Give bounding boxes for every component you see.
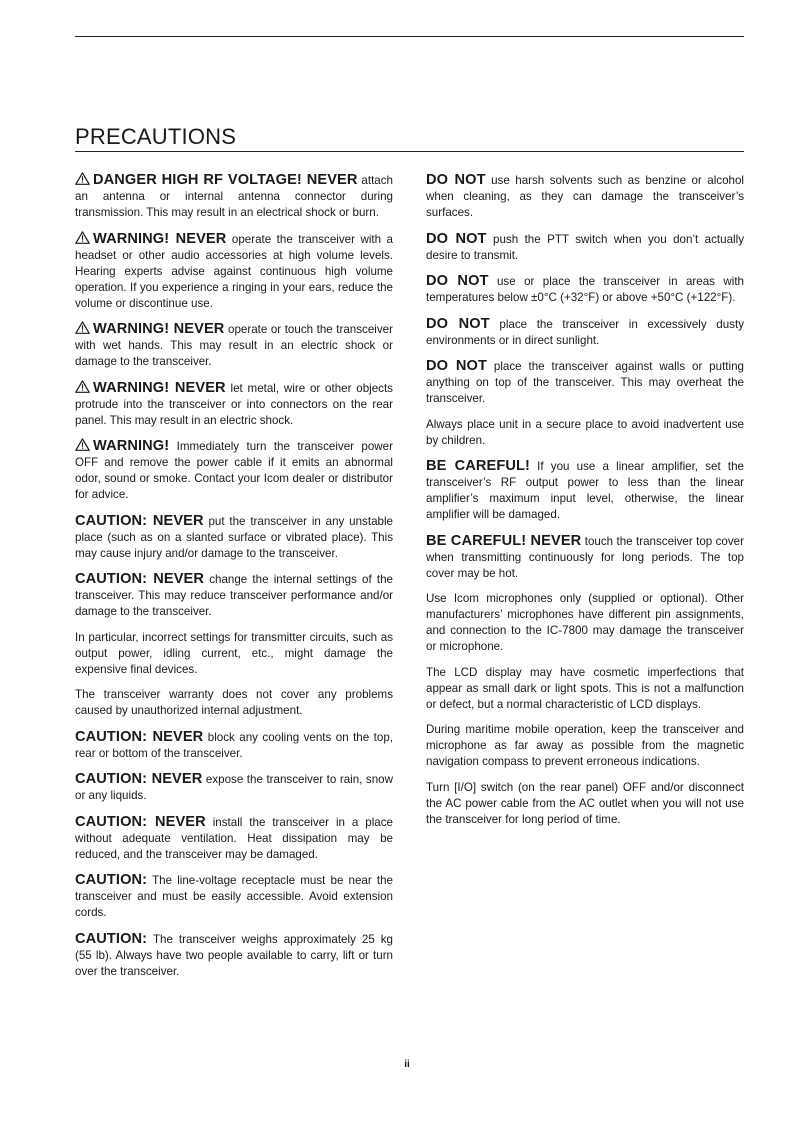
precaution-text: operate the transceiver with a headset or other audio accessories at high volume levels. Hearing experts advise against continuous high volume operation. If you experience a ringing in your ears, reduce the volume or discontinue use. bbox=[75, 232, 393, 310]
precaution-paragraph bbox=[426, 458, 744, 523]
precaution-text: operate or touch the transceiver with wet hands. This may result in an electric shock or damage to the transceiver. bbox=[75, 323, 393, 368]
precaution-lead: WARNING! NEVER bbox=[93, 321, 225, 337]
precaution-text: change the internal settings of the transceiver. This may reduce transceiver performance and/or damage to the transceiver. bbox=[75, 573, 393, 618]
precaution-lead: CAUTION: bbox=[75, 930, 148, 947]
precaution-text: put the transceiver in any unstable place (such as on a slanted surface or vibrated place). This may cause injury and/or damage to the transceiver. bbox=[75, 514, 393, 560]
warning-triangle-icon bbox=[75, 321, 90, 334]
precaution-paragraph bbox=[426, 172, 744, 221]
page-number: ii bbox=[404, 1059, 410, 1070]
warning-triangle-icon bbox=[75, 231, 90, 244]
precaution-paragraph bbox=[426, 722, 744, 770]
precaution-paragraph bbox=[75, 172, 393, 221]
precaution-lead: CAUTION: NEVER bbox=[75, 512, 204, 529]
precaution-text: place the transceiver in excessively dusty environments or in direct sunlight. bbox=[426, 317, 744, 347]
page-title: PRECAUTIONS bbox=[75, 124, 237, 149]
precaution-lead: CAUTION: NEVER bbox=[75, 813, 206, 830]
precaution-text: install the transceiver in a place without adequate ventilation. Heat dissipation may be reduced, and the transceiver may be damaged. bbox=[75, 815, 393, 861]
left-column bbox=[75, 172, 393, 989]
precaution-text: push the PTT switch when you don’t actually desire to transmit. bbox=[426, 232, 744, 262]
warning-triangle-icon bbox=[75, 172, 90, 185]
precaution-text: touch the transceiver top cover when transmitting continuously for long periods. The top cover may be hot. bbox=[426, 534, 744, 580]
precaution-paragraph bbox=[75, 771, 393, 804]
precaution-paragraph bbox=[426, 665, 744, 713]
title-underline bbox=[75, 151, 744, 152]
precaution-lead: WARNING! NEVER bbox=[93, 230, 227, 247]
warning-triangle-icon bbox=[75, 380, 90, 393]
precaution-paragraph bbox=[426, 591, 744, 655]
precaution-text: During maritime mobile operation, keep the transceiver and microphone as far away as possible from the magnetic navigation compass to prevent erroneous indications. bbox=[426, 723, 744, 768]
precaution-lead: BE CAREFUL! NEVER bbox=[426, 532, 582, 549]
precaution-text: The transceiver weighs approximately 25 kg (55 lb). Always have two people available to carry, lift or turn over the transceiver. bbox=[75, 932, 394, 978]
precaution-paragraph bbox=[426, 358, 744, 407]
precaution-text: Turn [I/O] switch (on the rear panel) OFF and/or disconnect the AC power cable from the AC outlet when you will not use the transceiver for long period of time. bbox=[426, 780, 744, 826]
precaution-paragraph bbox=[75, 814, 393, 863]
precaution-paragraph bbox=[426, 417, 744, 449]
precaution-paragraph bbox=[75, 687, 393, 719]
precaution-text: Immediately turn the transceiver power OFF and remove the power cable if it emits an abnormal odor, sound or smoke. Contact your Icom dealer or distributor for advice. bbox=[75, 440, 393, 501]
precaution-paragraph bbox=[426, 316, 744, 349]
precaution-text: attach an antenna or internal antenna connector during transmission. This may result in an electrical shock or burn. bbox=[75, 174, 393, 219]
precaution-lead: DO NOT bbox=[426, 273, 489, 289]
precaution-paragraph bbox=[426, 231, 744, 264]
precaution-paragraph bbox=[426, 533, 744, 582]
precaution-paragraph bbox=[75, 729, 393, 762]
precaution-lead: BE CAREFUL! bbox=[426, 458, 530, 474]
precaution-paragraph bbox=[75, 872, 393, 921]
warning-triangle-icon bbox=[75, 438, 90, 451]
precaution-lead: CAUTION: NEVER bbox=[75, 571, 205, 587]
precaution-text: The transceiver warranty does not cover any problems caused by unauthorized internal adjustment. bbox=[75, 688, 393, 717]
precaution-lead: DANGER HIGH RF VOLTAGE! NEVER bbox=[93, 172, 358, 188]
precaution-lead: DO NOT bbox=[426, 230, 487, 247]
precaution-paragraph bbox=[75, 438, 393, 503]
precaution-text: place the transceiver against walls or putting anything on top of the transceiver. This may overheat the transceiver. bbox=[426, 360, 744, 405]
precaution-text: The line-voltage receptacle must be near the transceiver and must be easily accessible. Avoid extension cords. bbox=[75, 874, 393, 919]
precaution-lead: CAUTION: NEVER bbox=[75, 771, 203, 787]
precaution-text: let metal, wire or other objects protrude into the transceiver or into connectors on the rear panel. This may result in an electric shock. bbox=[75, 381, 393, 427]
right-column bbox=[426, 172, 744, 837]
precaution-lead: CAUTION: NEVER bbox=[75, 728, 204, 745]
precaution-text: The LCD display may have cosmetic imperfections that appear as small dark or light spots. This is not a malfunction or defect, but a normal characteristic of LCD displays. bbox=[426, 665, 744, 711]
precaution-text: block any cooling vents on the top, rear or bottom of the transceiver. bbox=[75, 730, 393, 760]
precaution-paragraph bbox=[426, 273, 744, 306]
precaution-lead: WARNING! bbox=[93, 438, 170, 454]
precaution-text: expose the transceiver to rain, snow or any liquids. bbox=[75, 773, 393, 802]
precaution-text: use or place the transceiver in areas with temperatures below ±0°C (+32°F) or above +50°C (+122°F). bbox=[426, 275, 744, 304]
precaution-paragraph bbox=[75, 931, 393, 980]
precaution-paragraph bbox=[75, 321, 393, 370]
header-rule bbox=[75, 36, 744, 37]
precaution-lead: DO NOT bbox=[426, 358, 488, 374]
precaution-lead: CAUTION: bbox=[75, 872, 148, 888]
precaution-text: If you use a linear amplifier, set the transceiver’s RF output power to less than the linear amplifier’s maximum input level, otherwise, the linear amplifier will be damaged. bbox=[426, 460, 744, 521]
precaution-paragraph bbox=[75, 630, 393, 678]
precaution-paragraph bbox=[426, 780, 744, 828]
precaution-lead: WARNING! NEVER bbox=[93, 379, 226, 396]
precaution-paragraph bbox=[75, 513, 393, 562]
precaution-lead: DO NOT bbox=[426, 172, 486, 188]
precaution-lead: DO NOT bbox=[426, 315, 490, 332]
precaution-paragraph bbox=[75, 571, 393, 620]
precaution-text: Use Icom microphones only (supplied or optional). Other manufacturers’ microphones have different pin assignments, and connection to the IC-7800 may damage the transceiver or microphone. bbox=[426, 592, 744, 653]
precaution-paragraph bbox=[75, 231, 393, 312]
precaution-text: Always place unit in a secure place to avoid inadvertent use by children. bbox=[426, 417, 744, 447]
precaution-paragraph bbox=[75, 380, 393, 429]
precaution-text: use harsh solvents such as benzine or alcohol when cleaning, as they can damage the transceiver’s surfaces. bbox=[426, 174, 744, 219]
precaution-text: In particular, incorrect settings for transmitter circuits, such as output power, idling current, etc., might damage the expensive final devices. bbox=[75, 630, 393, 676]
